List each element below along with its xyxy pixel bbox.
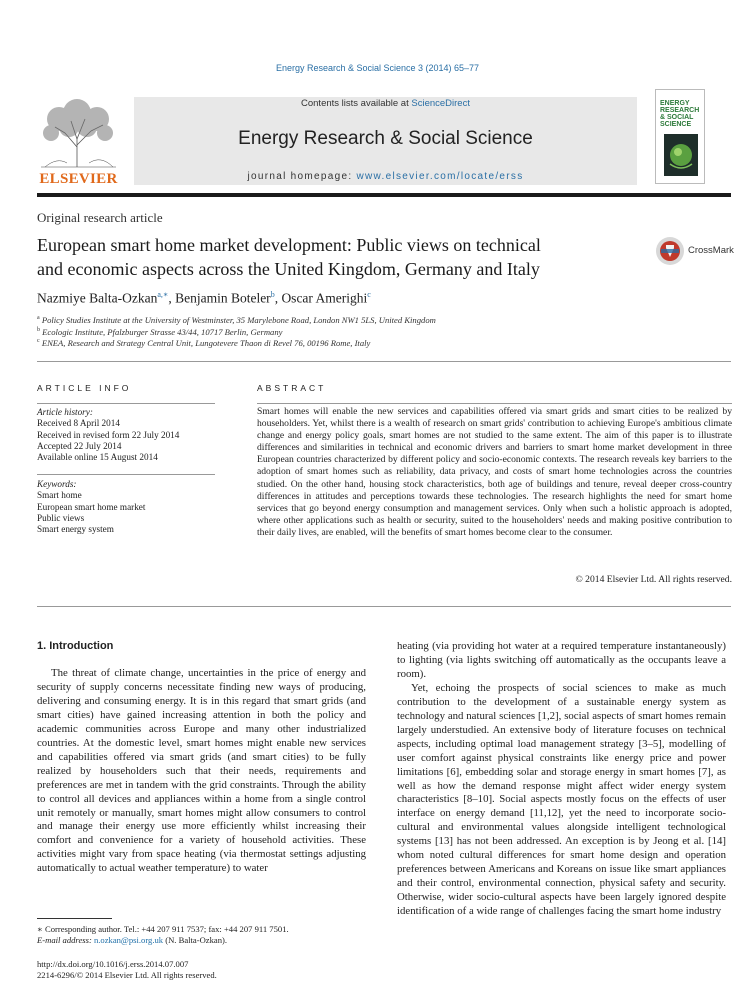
article-info-rule	[37, 403, 215, 404]
author-affil-marker[interactable]: b	[270, 290, 275, 299]
article-info-heading: ARTICLE INFO	[37, 383, 132, 393]
affiliation-b: $^b$ Ecologic Institute, Pfalzburger Strasse 43/44, 10717 Berlin, Germany	[37, 327, 283, 337]
contents-prefix: Contents lists available at	[301, 98, 412, 109]
author-name[interactable]: Nazmiye Balta-Ozkan	[37, 290, 158, 306]
abstract-text: Smart homes will enable the new services and capabilities offered via smart grids and smart cities to be realized by householders. Yet, whilst there is a wealth of research on smart grids' contribution to achieving Europe's ambitious climate change and energy policy goals, smart homes are not studied to the same extent. The aim of this paper is to illustrate differences and similarities in technical and economic drivers and barriers to smart home market development in three European countries characterized by different policy and socio-economic contexts. The research reveals key barriers to the adoption of smart homes such as reliability, data privacy, and costs of smart home technologies across the countries studied. On the other hand, housing stock characteristics, both age of buildings and tenure, reveal deeper cross-country differences in attitudes and perceptions towards these technologies. The research highlights the need for smart home services that go beyond energy consumption and management services. Only when such a holistic approach is adopted, where other applications such as health or security, suited to the householders' needs and making positive contribution to their daily lives, are enabled, will the benefits of smart homes become clear to the consumer.	[257, 406, 732, 538]
journal-homepage-line	[134, 171, 637, 182]
sciencedirect-link[interactable]: ScienceDirect	[411, 98, 470, 109]
body-paragraph: The threat of climate change, uncertainties in the price of energy and security of supply concerns necessitate finding new ways of producing, delivering and consuming energy. It is in this regard that smart grids (and smart cities) have gained increasing attention in both the policy and academic communities across Europe and many other industrialized countries. At the domestic level, smart homes might enable new services and capabilities offered via smart grids (and smart cities) to be fully realized by householders such that their needs, requirements and preferences are met in tandem with the grid constraints. Through the ability to control all devices and appliances within a home from a single control unit remotely or manually, smart homes might allow consumers to control and manage their energy use more efficiently whilst increasing their comfort and convenience for a variety of household activities. These activities might vary from space heating (via thermostat settings adjusting automatically to actual weather temperature) to water	[37, 667, 366, 875]
keywords-block: Keywords: Smart home European smart home market Public views Smart energy system	[37, 479, 215, 535]
keyword: Smart energy system	[37, 524, 114, 535]
elsevier-wordmark: ELSEVIER	[39, 171, 118, 187]
keyword: Smart home	[37, 490, 82, 501]
journal-cover-thumbnail[interactable]	[655, 89, 705, 184]
affiliation-a: $^a$ Policy Studies Institute at the University of Westminster, 35 Marylebone Road, London NW1 5LS, United Kingdom	[37, 315, 436, 325]
author-name[interactable]: Oscar Amerighi	[281, 290, 368, 306]
journal-title: Energy Research & Social Science	[238, 128, 533, 149]
section-heading-introduction: 1. Introduction	[37, 640, 114, 652]
article-title	[37, 233, 647, 281]
contents-line	[134, 98, 637, 109]
homepage-prefix: journal homepage:	[247, 171, 357, 182]
email-footnote: E-mail address: n.ozkan@psi.org.uk (N. Balta-Ozkan).	[37, 935, 228, 945]
doi-link[interactable]: http://dx.doi.org/10.1016/j.erss.2014.07.007	[37, 959, 189, 969]
cover-globe-graphic	[664, 134, 698, 176]
body-paragraph: heating (via providing hot water at a required temperature instantaneously) to lighting (via lights switching off automatically as the occupants leave a room).	[397, 640, 726, 680]
keyword: Public views	[37, 512, 85, 523]
body-column-left	[37, 667, 366, 876]
abstract-rule	[257, 403, 732, 404]
abstract-heading: ABSTRACT	[257, 383, 327, 393]
cover-title: ENERGY RESEARCH & SOCIAL SCIENCE	[660, 100, 700, 128]
article-type: Original research article	[37, 210, 163, 225]
email-link[interactable]: n.ozkan@psi.org.uk	[93, 935, 164, 945]
abstract-copyright: © 2014 Elsevier Ltd. All rights reserved.	[575, 574, 732, 585]
footnote-rule	[37, 918, 112, 919]
keyword: European smart home market	[37, 501, 146, 512]
crossmark-label[interactable]: CrossMark	[688, 245, 734, 256]
article-history: Article history: Received 8 April 2014 Received in revised form 22 July 2014 Accepted 22 July 2014 Available online 15 August 2014	[37, 407, 180, 463]
author-affil-marker[interactable]: c	[367, 290, 371, 299]
body-column-right	[397, 640, 726, 919]
body-paragraph: Yet, echoing the prospects of social sciences to make as much contribution to the development of a sustainable energy system as technology and natural sciences [1,2], social aspects of smart homes remain largely understudied. An extensive body of literature focuses on technical aspects, including optimal load management strategy [3–5], modelling of user comfort against physical constraints like energy price and power limitations [6], embedding solar and storage energy in smart homes [7], as well as how the demand response might affect wider energy system characteristics [8–10]. Social aspects mostly focus on the effects of user interface on energy demand [11,12], yet the need to incorporate socio-cultural and environmental values alongside intelligent technological systems [13] has not been addressed. An exception is by Jeong et al. [14] whom noted cultural differences for smart home design and operation preferences between Americans and Koreans on issue like smart appliances and their control, environmental connection, physical safety and security. Otherwise, wider socio-cultural aspects have been largely ignored despite identification of a wide range of challenges facing the smart home industry	[397, 681, 726, 918]
issn-copyright-line: 2214-6296/© 2014 Elsevier Ltd. All rights reserved.	[37, 970, 217, 980]
author-affil-marker[interactable]: a,∗	[157, 290, 169, 299]
journal-reference[interactable]: Energy Research & Social Science 3 (2014) 65–77	[275, 63, 480, 73]
article-title-line-2: and economic aspects across the United Kingdom, Germany and Italy	[37, 259, 540, 279]
author-list: Nazmiye Balta-Ozkan$^{a,∗}$, Benjamin Boteler$^b$, Oscar Amerighi$^c$	[37, 290, 371, 306]
abstract-divider	[37, 606, 731, 607]
keywords-rule	[37, 474, 215, 475]
corresponding-author-footnote: ∗ Corresponding author. Tel.: +44 207 911 7537; fax: +44 207 911 7501.	[37, 924, 289, 934]
crossmark-icon[interactable]	[655, 236, 685, 266]
affiliation-c: $^c$ ENEA, Research and Strategy Central Unit, Lungotevere Thaon di Revel 76, 00196 Rome, Italy	[37, 338, 371, 348]
affiliation-divider	[37, 361, 731, 362]
author-name[interactable]: Benjamin Boteler	[175, 290, 271, 306]
header-divider	[37, 193, 731, 197]
homepage-link[interactable]: www.elsevier.com/locate/erss	[356, 171, 524, 182]
article-title-line-1: European smart home market development: Public views on technical	[37, 235, 541, 255]
